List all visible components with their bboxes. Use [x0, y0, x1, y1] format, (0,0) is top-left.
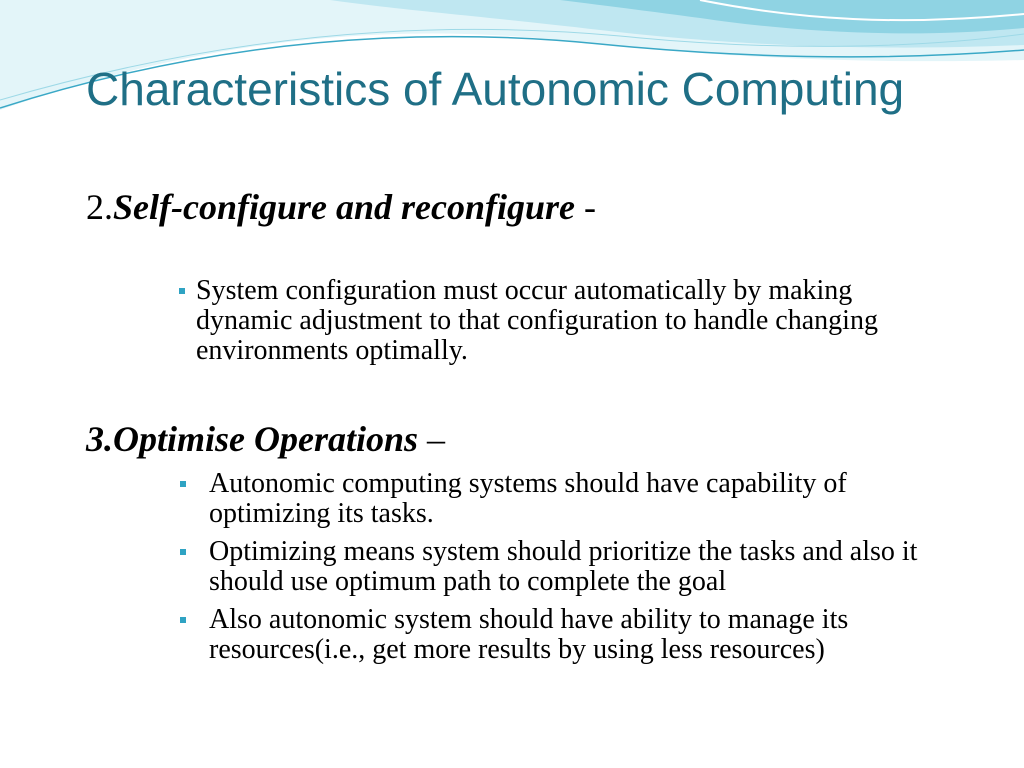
bullet-list-optimise-operations: [209, 469, 949, 673]
bullet-text: System configuration must occur automatically by making dynamic adjustment to that configuration to handle changing environments optimally.: [196, 275, 878, 366]
square-bullet-icon: [180, 549, 186, 555]
section-number: 2.: [86, 187, 113, 227]
slide-title: Characteristics of Autonomic Computing: [86, 63, 905, 115]
list-item: [209, 469, 949, 529]
square-bullet-icon: [180, 481, 186, 487]
section-number: 3.: [86, 419, 113, 459]
bullet-list-self-configure: [196, 276, 936, 366]
bullet-text: Also autonomic system should have ability to manage its resources(i.e., get more results by using less resources): [209, 604, 849, 665]
section-separator: -: [575, 187, 596, 227]
section-title: Optimise Operations: [113, 419, 419, 459]
section-separator: –: [418, 419, 446, 459]
section-title: Self-configure and reconfigure: [113, 187, 575, 227]
section-heading-self-configure: [86, 186, 596, 229]
list-item: [209, 537, 949, 597]
list-item: [209, 605, 949, 665]
section-heading-optimise-operations: [86, 418, 445, 461]
list-item: [196, 276, 936, 366]
bullet-text: Optimizing means system should prioritize the tasks and also it should use optimum path to complete the goal: [209, 536, 918, 597]
square-bullet-icon: [179, 288, 185, 294]
square-bullet-icon: [180, 617, 186, 623]
bullet-text: Autonomic computing systems should have capability of optimizing its tasks.: [209, 468, 847, 529]
